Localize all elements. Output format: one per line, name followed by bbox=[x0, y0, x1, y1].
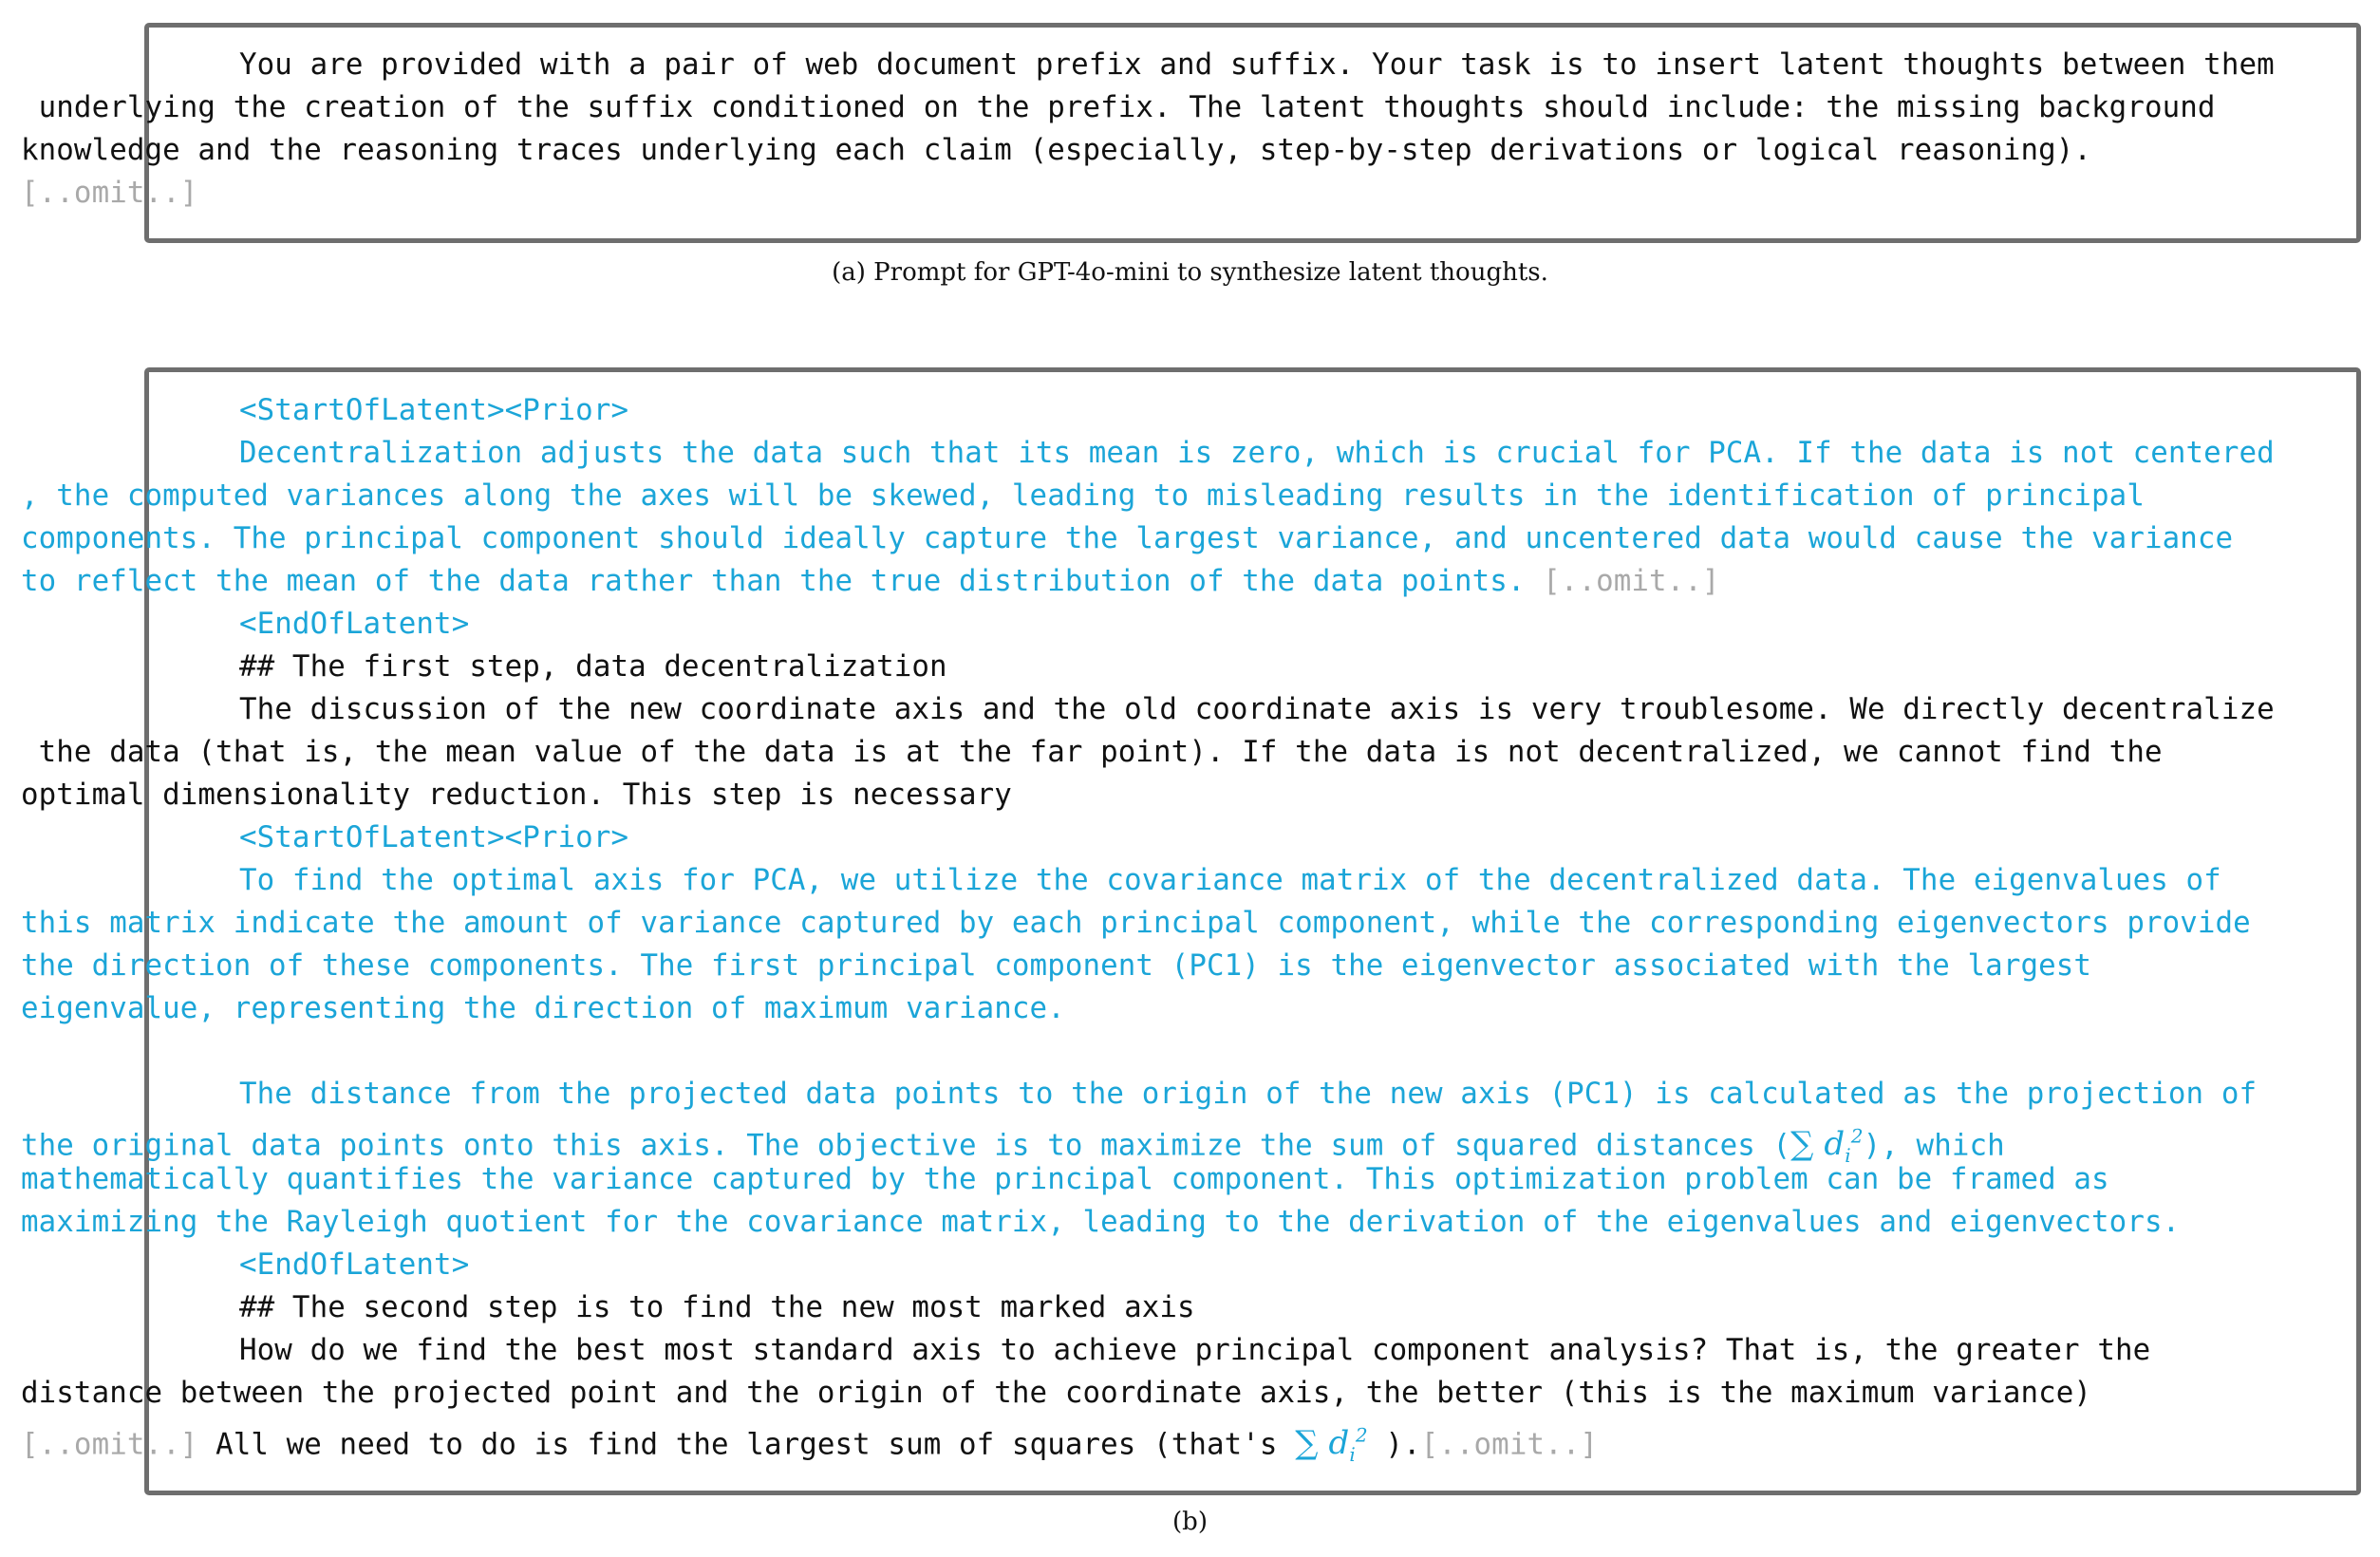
latent1-omit: [..omit..] bbox=[1543, 564, 1720, 598]
latent1-line-4 bbox=[0, 560, 2380, 603]
sum-squares-formula: ∑ $d_i^2$ bbox=[1295, 1424, 1368, 1467]
latent2-line-4: eigenvalue, representing the direction of maximum variance. bbox=[21, 991, 1065, 1025]
para2-line-1: How do we find the best most standard axis to achieve principal component analysis? That is, the greater the bbox=[239, 1333, 2151, 1367]
latent3-line-2-text: the original data points onto this axis. The objective is to maximize the sum of squared distances ( bbox=[21, 1128, 1791, 1163]
para2-line-2: distance between the projected point and the origin of the coordinate axis, the better (this is the maximum variance) bbox=[21, 1376, 2092, 1410]
latent1-line-2: , the computed variances along the axes will be skewed, leading to misleading results in the identification of principal bbox=[21, 478, 2145, 513]
latent2-line-1: To find the optimal axis for PCA, we utilize the covariance matrix of the decentralized data. The eigenvalues of bbox=[239, 863, 2221, 897]
latent3-line-3: mathematically quantifies the variance captured by the principal component. This optimization problem can be framed as bbox=[21, 1162, 2109, 1196]
latent2-line-2: this matrix indicate the amount of variance captured by each principal component, while the corresponding eigenvectors provide bbox=[21, 906, 2251, 940]
latent3-line-2-tail: ), which bbox=[1863, 1128, 2005, 1163]
latent1-line-1: Decentralization adjusts the data such that its mean is zero, which is crucial for PCA. If the data is not centered bbox=[239, 436, 2275, 470]
sum-squared-distances-formula: ∑ $d_i^2$ bbox=[1790, 1125, 1864, 1168]
caption-a: (a) Prompt for GPT-4o-mini to synthesize latent thoughts. bbox=[832, 258, 1548, 287]
para1-line-2: the data (that is, the mean value of the data is at the far point). If the data is not decentralized, we cannot find the bbox=[21, 735, 2163, 769]
caption-b: (b) bbox=[1172, 1508, 1208, 1536]
latent3-line-1: The distance from the projected data points to the origin of the new axis (PC1) is calculated as the projection of bbox=[239, 1077, 2258, 1111]
start-latent-tag-1: <StartOfLatent><Prior> bbox=[239, 393, 629, 427]
para2-omit-2: [..omit..] bbox=[1420, 1427, 1599, 1462]
prompt-line-1: You are provided with a pair of web document prefix and suffix. Your task is to insert latent thoughts between them bbox=[239, 47, 2275, 82]
para2-line-3-text: All we need to do is find the largest sum of squares (that's bbox=[197, 1427, 1296, 1462]
para2-omit-1: [..omit..] bbox=[21, 1427, 198, 1462]
para1-line-3: optimal dimensionality reduction. This step is necessary bbox=[21, 778, 1012, 812]
heading-step-2: ## The second step is to find the new most marked axis bbox=[239, 1290, 1195, 1324]
para1-line-1: The discussion of the new coordinate axis and the old coordinate axis is very troublesome. We directly decentralize bbox=[239, 692, 2275, 726]
latent1-line-4-text: to reflect the mean of the data rather than the true distribution of the data points. bbox=[21, 564, 1544, 598]
latent1-line-3: components. The principal component should ideally capture the largest variance, and uncentered data would cause the variance bbox=[21, 521, 2234, 555]
prompt-line-3: knowledge and the reasoning traces underlying each claim (especially, step-by-step derivations or logical reasoning). bbox=[21, 133, 2092, 167]
prompt-line-2-text: underlying the creation of the suffix conditioned on the prefix. The latent thoughts should include: the missing background bbox=[21, 90, 2216, 124]
latent3-line-4: maximizing the Rayleigh quotient for the covariance matrix, leading to the derivation of the eigenvalues and eigenvectors. bbox=[21, 1205, 2181, 1239]
end-latent-tag-2: <EndOfLatent> bbox=[239, 1247, 470, 1282]
end-latent-tag-1: <EndOfLatent> bbox=[239, 607, 470, 641]
prompt-line-2 bbox=[0, 86, 2380, 129]
latent2-line-3: the direction of these components. The first principal component (PC1) is the eigenvector associated with the largest bbox=[21, 948, 2092, 983]
prompt-omit: [..omit..] bbox=[21, 176, 198, 210]
heading-step-1: ## The first step, data decentralization bbox=[239, 649, 947, 684]
para2-line-3 bbox=[0, 1415, 2380, 1476]
start-latent-tag-2: <StartOfLatent><Prior> bbox=[239, 820, 629, 854]
para2-line-3-tail: ). bbox=[1367, 1427, 1421, 1462]
